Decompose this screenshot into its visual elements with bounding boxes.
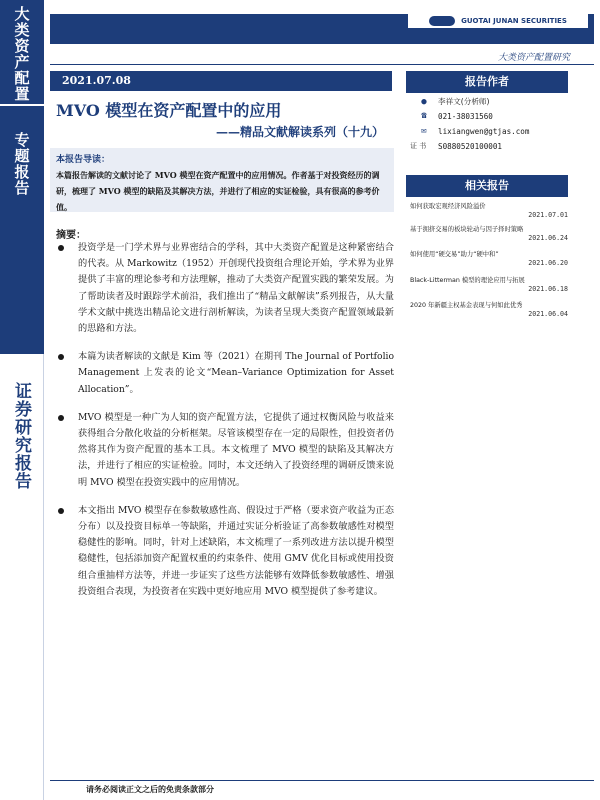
- sidebar-research-label: 证券研究报告: [11, 382, 31, 490]
- sidebar-mid-section: [0, 104, 44, 354]
- bullet-dot-icon: [58, 354, 64, 360]
- sidebar-category-label: 大类资产配置: [12, 6, 31, 102]
- author-email[interactable]: lixiangwen@gtjas.com: [438, 126, 530, 136]
- report-category: 大类资产配置研究: [497, 53, 570, 63]
- bullet-dot-icon: [58, 415, 64, 421]
- bullet-text: 本文指出 MVO 模型存在参数敏感性高、假设过于严格（要求资产收益为正态分布）以及投资目标单一等缺陷，并通过实证分析验证了高参数敏感性对模型稳健性的影响。同时，针对上述缺陷，本文梳理了一系列改进方法以提升模型稳健性，包括添加资产配置权重的约束条件、使用 GMV 优化目标或使用投资组合重抽样方法等，并进一步证实了这些方法能够有效降低参数敏感性、增强投资组合表现，为投资者在实践中更好地应用 MVO 模型提供了参考建议。: [78, 504, 394, 597]
- left-sidebar: [0, 0, 44, 800]
- author-cert-no: S0880520100001: [438, 141, 503, 151]
- related-report-item[interactable]: [410, 275, 568, 293]
- authors-heading: 报告作者: [406, 71, 568, 93]
- report-subtitle: ——精品文献解读系列（十九）: [215, 125, 384, 139]
- report-intro-box: [50, 148, 394, 212]
- header-bar: [50, 14, 594, 44]
- company-logo: [408, 14, 588, 28]
- sidebar-top-section: [0, 0, 44, 104]
- email-icon: ✉: [421, 126, 427, 136]
- author-phone-row: [410, 111, 570, 121]
- related-report-title[interactable]: 如何使用“硬交易”助力“硬中和”: [410, 251, 499, 258]
- abstract-bullet: [56, 410, 394, 491]
- abstract-label: 摘要：: [56, 230, 86, 241]
- report-title: MVO 模型在资产配置中的应用: [56, 101, 282, 120]
- header-divider: [50, 64, 594, 65]
- related-report-date: 2021.06.24: [528, 234, 568, 242]
- abstract-bullet: [56, 240, 394, 337]
- disclaimer-footer: 请务必阅读正文之后的免责条款部分: [86, 784, 214, 794]
- related-report-item[interactable]: [410, 300, 568, 318]
- related-report-title[interactable]: 2020 年新疆主权基金表现与何如此优秀: [410, 302, 523, 309]
- sidebar-bottom-section: [0, 354, 44, 800]
- bullet-text: 投资学是一门学术界与业界密结合的学科，其中大类资产配置是这种紧密结合的代表。从 Markowitz（1952）开创现代投资组合理论开始，学术界为业界提供了丰富的理论参考和方法理解，推动了大类资产配置实践的繁荣发展。为了帮助读者及时跟踪学术前沿，我们推出了“精品文献解读”系列报告，从大量学术文献中挑选出精品论文进行剖析解读，为读者呈现大类资产配置领域最新的思路和方法。: [78, 242, 394, 335]
- author-name: 李祥文(分析师): [438, 97, 490, 106]
- logo-text: GUOTAI JUNAN SECURITIES: [461, 17, 567, 25]
- related-report-date: 2021.07.01: [528, 211, 568, 219]
- person-icon: ●: [421, 96, 427, 107]
- related-reports-heading: 相关报告: [406, 175, 568, 197]
- intro-heading: 本报告导读：: [56, 155, 111, 165]
- abstract-bullets: [56, 240, 394, 612]
- related-report-item[interactable]: [410, 224, 568, 242]
- report-date: 2021.07.08: [62, 74, 131, 87]
- author-cert-row: [410, 141, 570, 151]
- related-report-item[interactable]: [410, 201, 568, 219]
- bullet-dot-icon: [58, 245, 64, 251]
- related-report-item[interactable]: [410, 249, 568, 267]
- intro-body: 本篇报告解读的文献讨论了 MVO 模型在资产配置中的应用情况。作者基于对投资经历的调研，梳理了 MVO 模型的缺陷及其解决方法，并进行了相应的实证检验，具有很高的参考价值。: [56, 170, 380, 212]
- report-date-banner: [50, 71, 392, 91]
- phone-icon: ☎: [421, 111, 427, 121]
- bullet-dot-icon: [58, 508, 64, 514]
- sidebar-report-type-label: 专题报告: [12, 132, 31, 196]
- abstract-bullet: [56, 349, 394, 398]
- author-name-row: [410, 96, 570, 107]
- bullet-text: MVO 模型是一种广为人知的资产配置方法，它提供了通过权衡风险与收益来获得组合分散化收益的分析框架。尽管该模型存在一定的局限性，但投资者仍然将其作为资产配置的基本工具。本文梳理了 MVO 模型的缺陷及其解决方法，并进行了相应的实证检验。同时，本文还纳入了投资经理的调研反馈来说明 MVO 模型在投资实践中的应用情况。: [78, 411, 394, 488]
- related-report-date: 2021.06.04: [528, 310, 568, 318]
- related-report-title[interactable]: Black-Litterman 模型的理论应用与拓展: [410, 277, 525, 284]
- cert-label: 证 书: [410, 142, 427, 150]
- related-report-date: 2021.06.20: [528, 259, 568, 267]
- related-report-title[interactable]: 如何获取宏观经济风险溢价: [410, 203, 486, 210]
- author-email-row: [410, 126, 570, 136]
- logo-mark-icon: [429, 16, 455, 26]
- author-phone: 021-38031560: [438, 111, 493, 121]
- footer-divider: [50, 780, 594, 781]
- bullet-text: 本篇为读者解读的文献是 Kim 等（2021）在期刊 The Journal of Portfolio Management 上发表的论文“Mean–Variance Optimization for Asset Allocation”。: [78, 351, 394, 395]
- related-report-date: 2021.06.18: [528, 285, 568, 293]
- related-report-title[interactable]: 基于拥挤交易的板块轮动与因子择时策略: [410, 226, 524, 233]
- abstract-bullet: [56, 503, 394, 600]
